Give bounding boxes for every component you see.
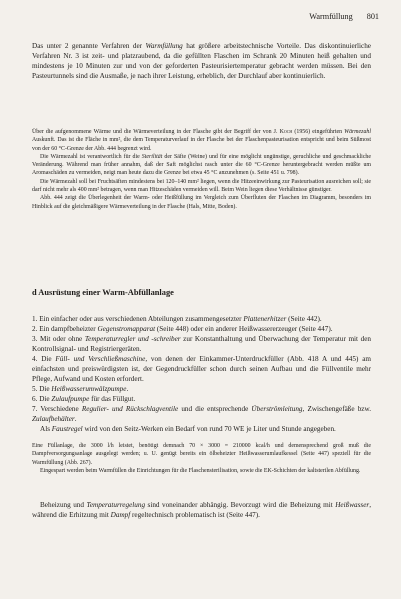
emphasis: Zulaufpumpe [51,395,90,403]
text-run: zur Konstanthaltung und Überwachung der Temperatur mit den Kontrollsignal- und Registriergeräten. [32,335,371,353]
text-run: , während die Erhitzung mit [32,501,371,519]
text-run: (Seite 442). [286,315,322,323]
emphasis: Regulier- und Rückschlagventile [81,405,179,413]
list-item [32,314,371,324]
text-run: (1956) eingeführten [292,129,345,135]
text-run: Die Wärmezahl ist verantwortlich für die [40,153,142,160]
list-item [32,324,371,334]
text-run: regeltechnisch problematisch ist (Seite 447). [130,511,260,519]
small-paragraph: Eingespart werden beim Warmfüllen die Einrichtungen für die Flaschensterilisation, sowie die EK-Schichten der kaltsterilen Abfüllung. [40,467,361,474]
emphasis: Gegenstromapparat [97,325,156,333]
emphasis: Plattenerhitzer [243,315,287,323]
text-run: 3. Mit oder ohne [32,335,85,343]
text-run: 1. Ein einfacher oder aus verschiedenen Abteilungen zusammengesetzter [32,315,244,323]
text-run: , Zwischengefäße bzw. [302,405,371,413]
small-paragraph [32,153,371,178]
list-item [32,354,371,384]
emphasis: Heißwasser [335,501,370,509]
small-print-block-2 [32,442,371,475]
small-paragraph: Eine Füllanlage, die 3000 l/h leistet, benötigt demnach 70 × 3000 = 210000 kcal/h und demensprechend groß muß die Dampfversorgungsanlage ausgelegt werden; u. U. genügt bereits ein ölbeheizter Heißwasserumlaufkessel (Seite 447) speziell für die Warmfüllung (Abb. 267). [32,443,371,466]
text-run: . [126,385,129,393]
emphasis: Warmfüllung [145,42,183,50]
text-run: Auskunft. Das ist die Fläche in mm², die dem Temperaturverlauf in der Flasche bei der Flaschenpasteurisation entspricht und beim Süßmost von der 60 °C-Grenze der Abb. 444 begrenzt wird. [32,137,371,152]
list-item [32,384,371,394]
paragraph [32,500,371,520]
small-paragraph [32,128,371,153]
closing-paragraph [32,500,371,520]
emphasis: Temperaturregler und -schreiber [84,335,181,343]
list-item [32,334,371,354]
text-run: 5. Die [32,385,52,393]
list-item [32,404,371,424]
text-run: 2. Ein dampfbeheizter [32,325,98,333]
text-run: wird von den Seitz-Werken ein Bedarf von rund 70 WE je Liter und Stunde angegeben. [82,425,336,433]
emphasis: Temperaturregelung [86,501,146,509]
text-run: 7. Verschiedene [32,405,82,413]
text-run: , von denen der Einkammer-Unterdruckfüller (Abb. 418 A und 445) am einfachsten und preiswürdigsten ist, der Gegendruckfüller schon durch seinen Aufbau und die Füllventile mehr Pflege, Aufwand und Kosten erfordert. [32,355,371,383]
emphasis: Heißwasserumwälzpumpe [51,385,127,393]
running-header [309,12,379,21]
emphasis: Sterilität [141,153,163,160]
text-run: 4. Die [32,355,56,363]
author-name: Koch [279,129,293,135]
text-run: Das unter 2 genannte Verfahren der [32,42,146,50]
emphasis: Überströmleitung [251,405,303,413]
text-run: für das Füllgut. [89,395,136,403]
emphasis: Faustregel [51,425,83,433]
text-run: (Seite 448) oder ein anderer Heißwassererzeuger (Seite 447). [155,325,333,333]
text-run: . [74,415,77,423]
small-print-block-1 [32,128,371,211]
text-run: der Säfte (Weine) und für eine möglicht ungünstige, geruchliche und geschmackliche Veränderung. Während man früher annahm, daß der Saft möglichst rasch unter die 60 °C-Grenze heruntergebracht werden müßte um Aromaschäden zu vermeiden, neigt man heute dazu die Grenze bei etwa 45 °C anzunehmen (s. Seite 451 u. 798). [32,153,371,177]
small-paragraph: Die Wärmezahl soll bei Fruchtsäften mindestens bei 120–140 mm² liegen, wenn die Hitzeeinwirkung zur Pasteurisation ausreichen soll; sie darf nicht mehr als 400 mm² betragen, wenn man Hitzeschäden vermeiden will. Beim Wein liegen diese Verhältnisse günstiger. [32,178,371,194]
text-run: sind voneinander abhängig. Bevorzugt wird die Beheizung mit [145,501,336,509]
section-heading: d Ausrüstung einer Warm-Abfüllanlage [32,288,174,297]
text-run: hat größere arbeitstechnische Vorteile. Das diskontinuierliche Verfahren Nr. 3 ist zeit- und platzraubend, da die gefüllten Flaschen im Schrank 20 Minuten heiß gehalten und mindestens je 10 Minuten zur und von der geforderten Pasteurisiertemperatur gebracht werden müssen. Bei den Pasteurtunnels sind die Ausmaße, je nach ihrer Leistung, erheblich, der Durchlauf aber kontinuierlich. [32,42,371,80]
text-run: Über die aufgenommene Wärme und die Wärmeverteilung in der Flasche gibt der Begriff der von J. [32,129,280,135]
emphasis: Dampf [110,511,131,519]
intro-paragraph [32,41,371,81]
page-number: 801 [366,12,379,21]
emphasis: Zulaufbehälter [32,415,75,423]
equipment-list [32,314,371,434]
running-title: Warmfüllung [309,12,353,21]
emphasis: Wärmezahl [344,129,371,135]
text-run: und die entsprechende [178,405,252,413]
text-run: 6. Die [32,395,52,403]
text-run: Beheizung und [40,501,87,509]
list-item [32,394,371,404]
text-run: Als [40,425,52,433]
list-item [32,424,371,434]
emphasis: Füll- und Verschließmaschine [55,355,146,363]
small-paragraph: Abb. 444 zeigt die Überlegenheit der Warm- oder Heißfüllung im Vergleich zum Überfluten der Flaschen im Diagramm, besonders im Hinblick auf die gleichmäßigere Wärmeverteilung in der Flasche (Hals, Mitte, Boden). [32,195,371,210]
